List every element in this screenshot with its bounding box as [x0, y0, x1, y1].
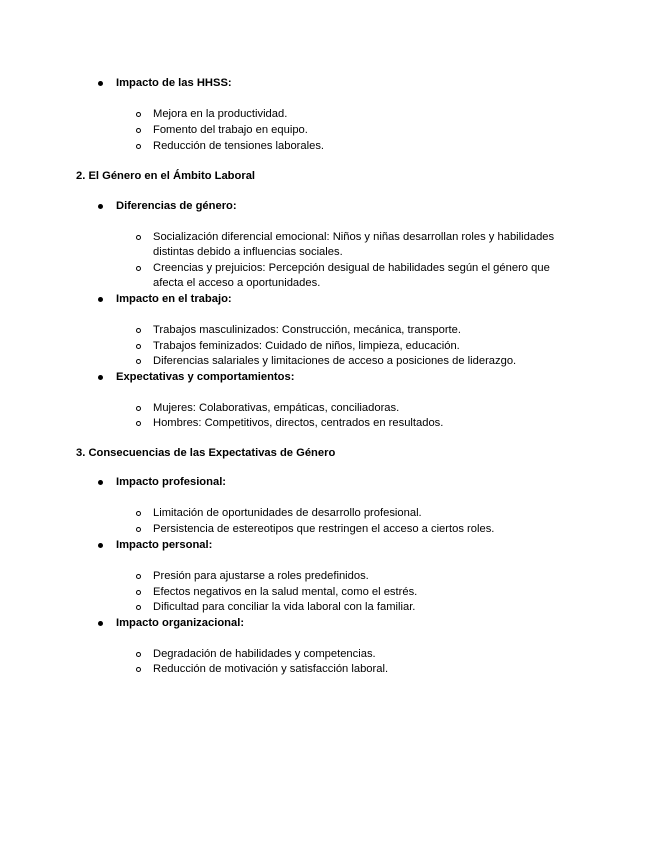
list-item: Persistencia de estereotipos que restringen el acceso a ciertos roles.	[153, 523, 495, 535]
list-item: Degradación de habilidades y competencias.	[153, 648, 376, 660]
bullet-circle	[136, 652, 141, 657]
bullet-circle	[136, 421, 141, 426]
list-heading: Diferencias de género:	[116, 200, 237, 212]
bullet-circle	[136, 235, 141, 240]
bullet-circle	[136, 574, 141, 579]
bullet-dot	[98, 621, 103, 626]
list-item: Reducción de tensiones laborales.	[153, 140, 325, 152]
list-item-continuation: distintas debido a influencias sociales.	[153, 246, 343, 258]
bullet-circle	[136, 344, 141, 349]
list-heading: Impacto organizacional:	[116, 617, 245, 629]
bullet-circle	[136, 112, 141, 117]
list-item: Trabajos masculinizados: Construcción, mecánica, transporte.	[153, 324, 461, 336]
list-item: Fomento del trabajo en equipo.	[153, 124, 308, 136]
list-heading: Impacto profesional:	[116, 476, 227, 488]
bullet-circle	[136, 511, 141, 516]
list-item: Mejora en la productividad.	[153, 108, 288, 120]
bullet-dot	[98, 543, 103, 548]
bullet-dot	[98, 81, 103, 86]
bullet-circle	[136, 266, 141, 271]
list-item: Creencias y prejuicios: Percepción desigual de habilidades según el género que	[153, 262, 550, 274]
list-item: Dificultad para conciliar la vida laboral con la familiar.	[153, 601, 416, 613]
list-item: Efectos negativos en la salud mental, como el estrés.	[153, 586, 418, 598]
bullet-circle	[136, 605, 141, 610]
list-heading: Impacto en el trabajo:	[116, 293, 232, 305]
bullet-circle	[136, 328, 141, 333]
bullet-circle	[136, 359, 141, 364]
section-title: 2. El Género en el Ámbito Laboral	[76, 170, 256, 182]
list-item: Trabajos feminizados: Cuidado de niños, limpieza, educación.	[153, 340, 460, 352]
list-item: Reducción de motivación y satisfacción laboral.	[153, 663, 389, 675]
bullet-dot	[98, 297, 103, 302]
list-item: Mujeres: Colaborativas, empáticas, conciliadoras.	[153, 402, 400, 414]
bullet-circle	[136, 590, 141, 595]
bullet-dot	[98, 480, 103, 485]
list-item: Presión para ajustarse a roles predefinidos.	[153, 570, 369, 582]
bullet-dot	[98, 204, 103, 209]
list-item-continuation: afecta el acceso a oportunidades.	[153, 277, 321, 289]
section-title: 3. Consecuencias de las Expectativas de Género	[76, 447, 336, 459]
bullet-circle	[136, 406, 141, 411]
list-item: Limitación de oportunidades de desarrollo profesional.	[153, 507, 422, 519]
list-heading: Expectativas y comportamientos:	[116, 371, 295, 383]
list-item: Diferencias salariales y limitaciones de acceso a posiciones de liderazgo.	[153, 355, 517, 367]
bullet-circle	[136, 144, 141, 149]
list-item: Socialización diferencial emocional: Niños y niñas desarrollan roles y habilidades	[153, 231, 555, 243]
list-heading: Impacto personal:	[116, 539, 213, 551]
list-heading: Impacto de las HHSS:	[116, 77, 232, 89]
bullet-circle	[136, 667, 141, 672]
bullet-circle	[136, 527, 141, 532]
bullet-circle	[136, 128, 141, 133]
bullet-dot	[98, 375, 103, 380]
list-item: Hombres: Competitivos, directos, centrados en resultados.	[153, 417, 444, 429]
